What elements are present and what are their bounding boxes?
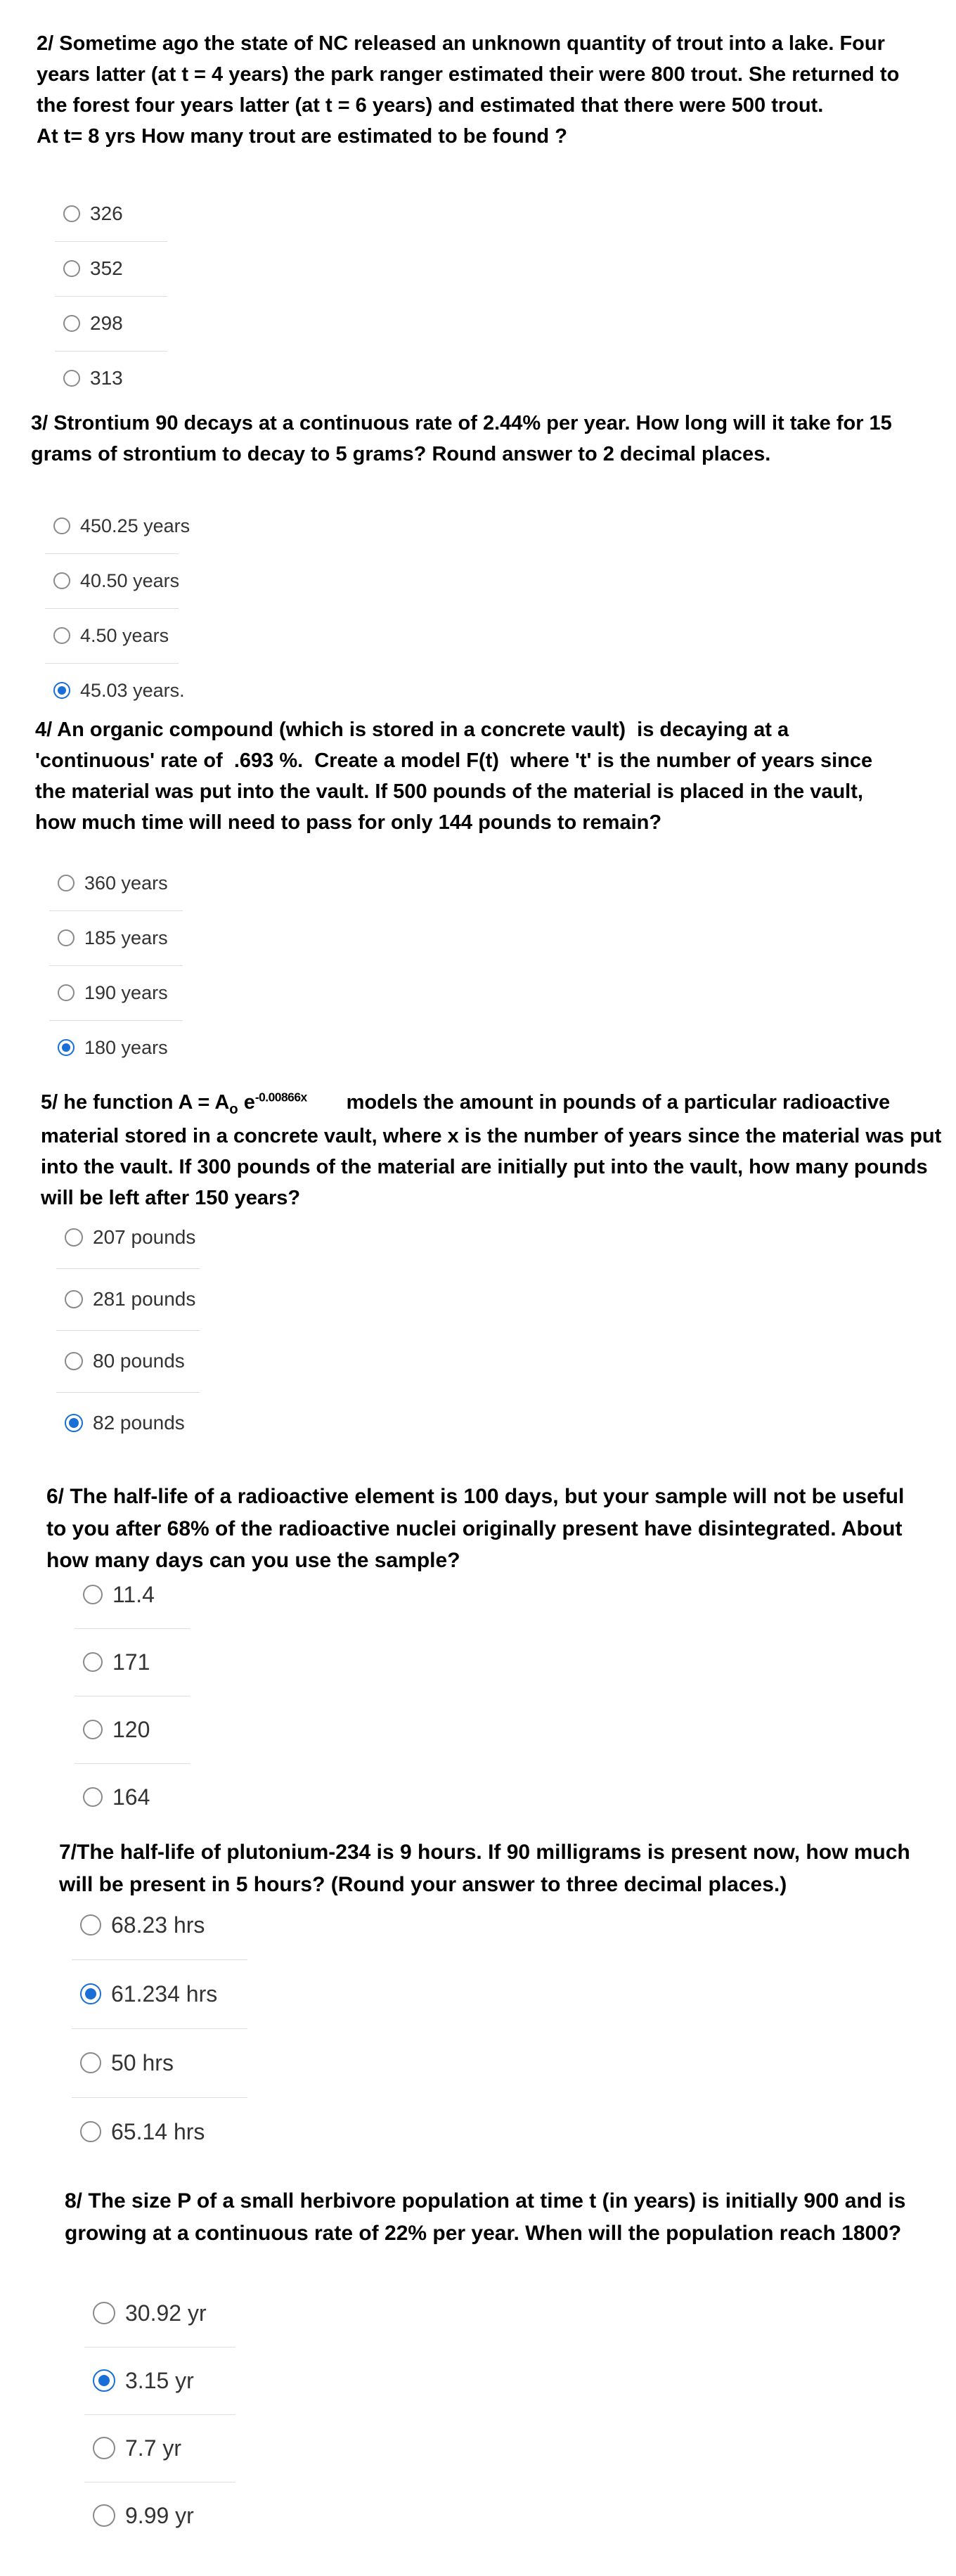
- option-divider: [45, 608, 179, 609]
- option-divider: [56, 1268, 200, 1269]
- radio-button[interactable]: [93, 2369, 115, 2392]
- q7-option-2[interactable]: [80, 1981, 218, 2007]
- q5-exponent: -0.00866x: [254, 1090, 307, 1105]
- radio-button[interactable]: [65, 1290, 83, 1308]
- q6-option-4[interactable]: [83, 1784, 150, 1810]
- question-2-text: 2/ Sometime ago the state of NC released an unknown quantity of trout into a lake. Four years latter (at t = 4 years) the park ranger estimated their were 800 trout. She returned to the forest four years latter (at t = 6 years) and estimated that there were 500 trout. At t= 8 yrs How many trout are estimated to be found ?: [37, 32, 900, 148]
- radio-button[interactable]: [63, 315, 80, 332]
- question-3-text: 3/ Strontium 90 decays at a continuous rate of 2.44% per year. How long will it take for 15 grams of strontium to decay to 5 grams? Round answer to 2 decimal places.: [31, 412, 898, 466]
- radio-button[interactable]: [80, 2052, 101, 2073]
- option-label: 7.7 yr: [125, 2435, 182, 2461]
- q6-option-3[interactable]: [83, 1716, 150, 1742]
- q6-option-2[interactable]: [83, 1649, 150, 1675]
- option-divider: [56, 1392, 200, 1393]
- q5-subscript: o: [229, 1101, 238, 1117]
- option-divider: [55, 296, 167, 297]
- option-label: 450.25 years: [80, 515, 190, 536]
- q3-option-4[interactable]: [53, 679, 185, 701]
- q7-option-3[interactable]: [80, 2049, 174, 2075]
- radio-button[interactable]: [93, 2504, 115, 2527]
- q5-option-2[interactable]: [65, 1290, 195, 1308]
- option-label: 326: [90, 202, 123, 224]
- radio-button[interactable]: [65, 1228, 83, 1247]
- radio-button[interactable]: [93, 2302, 115, 2324]
- option-label: 180 years: [84, 1036, 168, 1058]
- radio-button[interactable]: [65, 1352, 83, 1370]
- option-label: 298: [90, 312, 123, 334]
- radio-button[interactable]: [80, 2121, 101, 2142]
- option-label: 45.03 years.: [80, 679, 185, 701]
- radio-button[interactable]: [58, 1039, 75, 1056]
- radio-button[interactable]: [58, 875, 75, 891]
- q5-e: e: [238, 1091, 255, 1114]
- radio-button[interactable]: [58, 984, 75, 1001]
- radio-button[interactable]: [63, 260, 80, 277]
- question-5-text: [41, 1087, 948, 1213]
- option-divider: [45, 663, 179, 664]
- radio-button[interactable]: [53, 682, 70, 699]
- question-7-text: 7/The half-life of plutonium-234 is 9 hours. If 90 milligrams is present now, how much will be present in 5 hours? (Round your answer to three decimal places.): [59, 1841, 917, 1896]
- radio-selected-dot: [58, 686, 66, 695]
- q8-option-1[interactable]: [93, 2302, 207, 2324]
- q3-option-3[interactable]: [53, 624, 169, 646]
- q4-option-2[interactable]: [58, 929, 168, 946]
- radio-button[interactable]: [83, 1652, 103, 1672]
- radio-button[interactable]: [53, 517, 70, 534]
- option-label: 352: [90, 257, 123, 279]
- option-divider: [49, 965, 183, 966]
- q3-option-2[interactable]: [53, 569, 180, 591]
- option-label: 61.234 hrs: [111, 1981, 218, 2007]
- option-divider: [72, 2028, 247, 2029]
- q5-prefix: 5/ he function A = A: [41, 1091, 230, 1114]
- option-divider: [72, 2097, 247, 2098]
- option-label: 3.15 yr: [125, 2367, 194, 2393]
- option-divider: [49, 1020, 183, 1021]
- radio-selected-dot: [85, 1988, 96, 1999]
- radio-button[interactable]: [65, 1414, 83, 1432]
- option-label: 281 pounds: [93, 1288, 196, 1310]
- option-label: 82 pounds: [93, 1412, 185, 1434]
- option-label: 185 years: [84, 927, 168, 948]
- option-divider: [56, 1330, 200, 1331]
- option-label: 68.23 hrs: [111, 1912, 205, 1938]
- option-label: 30.92 yr: [125, 2300, 207, 2326]
- q2-option-4[interactable]: [63, 367, 123, 389]
- radio-button[interactable]: [58, 929, 75, 946]
- q6-option-1[interactable]: [83, 1581, 155, 1607]
- q2-option-2[interactable]: [63, 257, 123, 279]
- option-divider: [72, 1959, 247, 1960]
- q8-option-3[interactable]: [93, 2437, 181, 2459]
- q5-option-4[interactable]: [65, 1414, 185, 1432]
- option-label: 313: [90, 367, 123, 389]
- q5-option-3[interactable]: [65, 1352, 185, 1370]
- option-divider: [55, 351, 167, 352]
- option-label: 207 pounds: [93, 1226, 196, 1248]
- q5-rest: models the amount in pounds of a particular radioactive material stored in a concrete vault, where x is the number of years since the material was put into the vault. If 300 pounds of the material are initially put into the vault, how many pounds will be left after 150 years?: [41, 1091, 948, 1209]
- option-label: 80 pounds: [93, 1350, 185, 1372]
- q2-option-1[interactable]: [63, 202, 123, 224]
- q2-option-3[interactable]: [63, 312, 123, 334]
- option-label: 65.14 hrs: [111, 2118, 205, 2144]
- question-6-text: 6/ The half-life of a radioactive element is 100 days, but your sample will not be useful to you after 68% of the radioactive nuclei originally present have disintegrated. About how many days can you use the sample?: [46, 1485, 910, 1573]
- option-divider: [75, 1763, 190, 1764]
- q7-option-4[interactable]: [80, 2118, 205, 2144]
- q8-option-4[interactable]: [93, 2504, 194, 2527]
- option-label: 40.50 years: [80, 569, 180, 591]
- q3-option-1[interactable]: [53, 517, 190, 534]
- radio-selected-dot: [69, 1418, 79, 1428]
- radio-button[interactable]: [53, 572, 70, 589]
- q4-option-1[interactable]: [58, 872, 168, 894]
- option-label: 190 years: [84, 981, 168, 1003]
- option-label: 120: [112, 1716, 150, 1742]
- option-label: 11.4: [112, 1581, 155, 1607]
- option-label: 171: [112, 1649, 150, 1675]
- option-label: 360 years: [84, 872, 168, 894]
- radio-button[interactable]: [80, 1983, 101, 2004]
- radio-button[interactable]: [93, 2437, 115, 2459]
- option-divider: [75, 1628, 190, 1629]
- option-divider: [84, 2414, 235, 2415]
- option-divider: [45, 553, 179, 554]
- q7-option-1[interactable]: [80, 1914, 205, 1936]
- option-divider: [55, 241, 167, 242]
- radio-button[interactable]: [83, 1787, 103, 1807]
- radio-button[interactable]: [80, 1914, 101, 1936]
- option-label: 9.99 yr: [125, 2502, 194, 2528]
- radio-selected-dot: [62, 1043, 70, 1052]
- question-8-text: 8/ The size P of a small herbivore population at time t (in years) is initially 900 and is growing at a continuous rate of 22% per year. When will the population reach 1800?: [65, 2189, 912, 2245]
- radio-button[interactable]: [53, 627, 70, 644]
- option-divider: [49, 910, 183, 911]
- question-4-text: 4/ An organic compound (which is stored in a concrete vault) is decaying at a 'continuous' rate of .693 %. Create a model F(t) where 't' is the number of years since the material was put into the vault. If 500 pounds of the material is placed in the vault, how much time will need to pass for only 144 pounds to remain?: [35, 719, 879, 835]
- q5-option-1[interactable]: [65, 1228, 195, 1247]
- q4-option-3[interactable]: [58, 981, 168, 1003]
- radio-selected-dot: [98, 2375, 110, 2386]
- radio-button[interactable]: [63, 205, 80, 222]
- q4-option-4[interactable]: [58, 1036, 168, 1058]
- option-divider: [84, 2347, 235, 2348]
- radio-button[interactable]: [63, 370, 80, 387]
- q8-option-2[interactable]: [93, 2369, 194, 2392]
- option-label: 4.50 years: [80, 624, 169, 646]
- radio-button[interactable]: [83, 1585, 103, 1604]
- option-label: 164: [112, 1784, 150, 1810]
- radio-button[interactable]: [83, 1720, 103, 1739]
- option-label: 50 hrs: [111, 2049, 174, 2075]
